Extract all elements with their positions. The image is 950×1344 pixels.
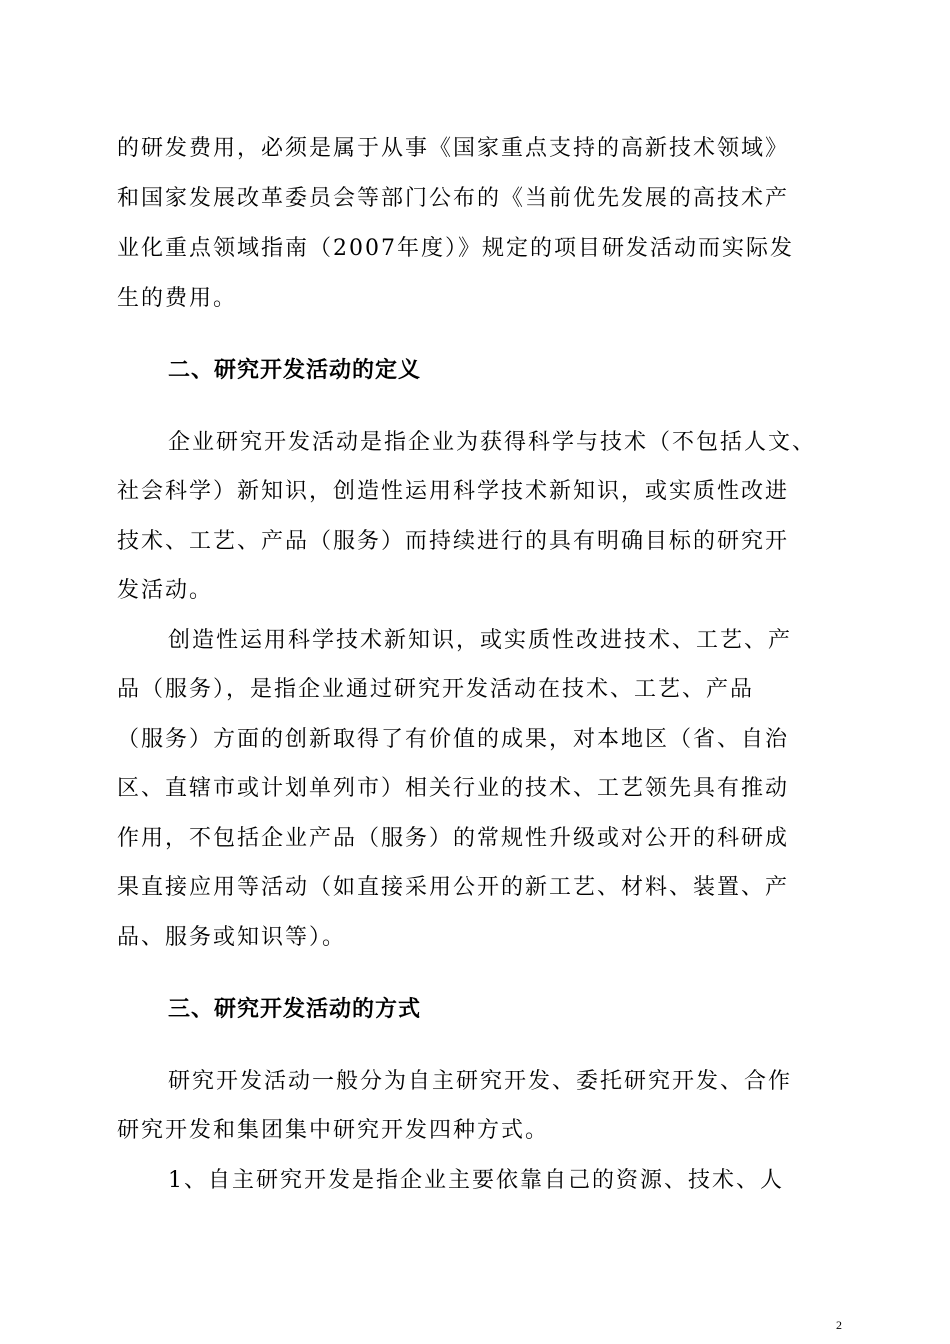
page-number: 2 <box>836 1318 842 1332</box>
paragraph-line: 生的费用。 <box>117 286 238 311</box>
paragraph-line: 品（服务），是指企业通过研究开发活动在技术、工艺、产品 <box>117 677 755 702</box>
paragraph-line: 社会科学）新知识，创造性运用科学技术新知识，或实质性改进 <box>117 479 790 504</box>
paragraph-line: 的研发费用，必须是属于从事《国家重点支持的高新技术领域》 <box>117 136 790 161</box>
paragraph-line: 创造性运用科学技术新知识，或实质性改进技术、工艺、产 <box>168 628 793 653</box>
paragraph-line: 研究开发和集团集中研究开发四种方式。 <box>117 1118 550 1143</box>
paragraph-line: 技术、工艺、产品（服务）而持续进行的具有明确目标的研究开 <box>117 529 790 554</box>
paragraph-line: 区、直辖市或计划单列市）相关行业的技术、工艺领先具有推动 <box>117 776 790 801</box>
paragraph-line: 发活动。 <box>117 578 214 603</box>
paragraph-line: 作用，不包括企业产品（服务）的常规性升级或对公开的科研成 <box>117 826 790 851</box>
paragraph-line: 和国家发展改革委员会等部门公布的《当前优先发展的高技术产 <box>117 186 790 211</box>
paragraph-line: 品、服务或知识等）。 <box>117 925 347 950</box>
paragraph-line: 业化重点领域指南（2007年度）》规定的项目研发活动而实际发 <box>117 236 794 261</box>
paragraph-line: 研究开发活动一般分为自主研究开发、委托研究开发、合作 <box>168 1069 793 1094</box>
section-heading: 三、研究开发活动的方式 <box>168 997 422 1022</box>
paragraph-line: 1、自主研究开发是指企业主要依靠自己的资源、技术、人 <box>168 1168 784 1193</box>
paragraph-line: 果直接应用等活动（如直接采用公开的新工艺、材料、装置、产 <box>117 875 790 900</box>
paragraph-line: 企业研究开发活动是指企业为获得科学与技术（不包括人文、 <box>168 430 817 455</box>
paragraph-line: （服务）方面的创新取得了有价值的成果，对本地区（省、自治 <box>117 727 790 752</box>
section-heading: 二、研究开发活动的定义 <box>168 358 422 383</box>
